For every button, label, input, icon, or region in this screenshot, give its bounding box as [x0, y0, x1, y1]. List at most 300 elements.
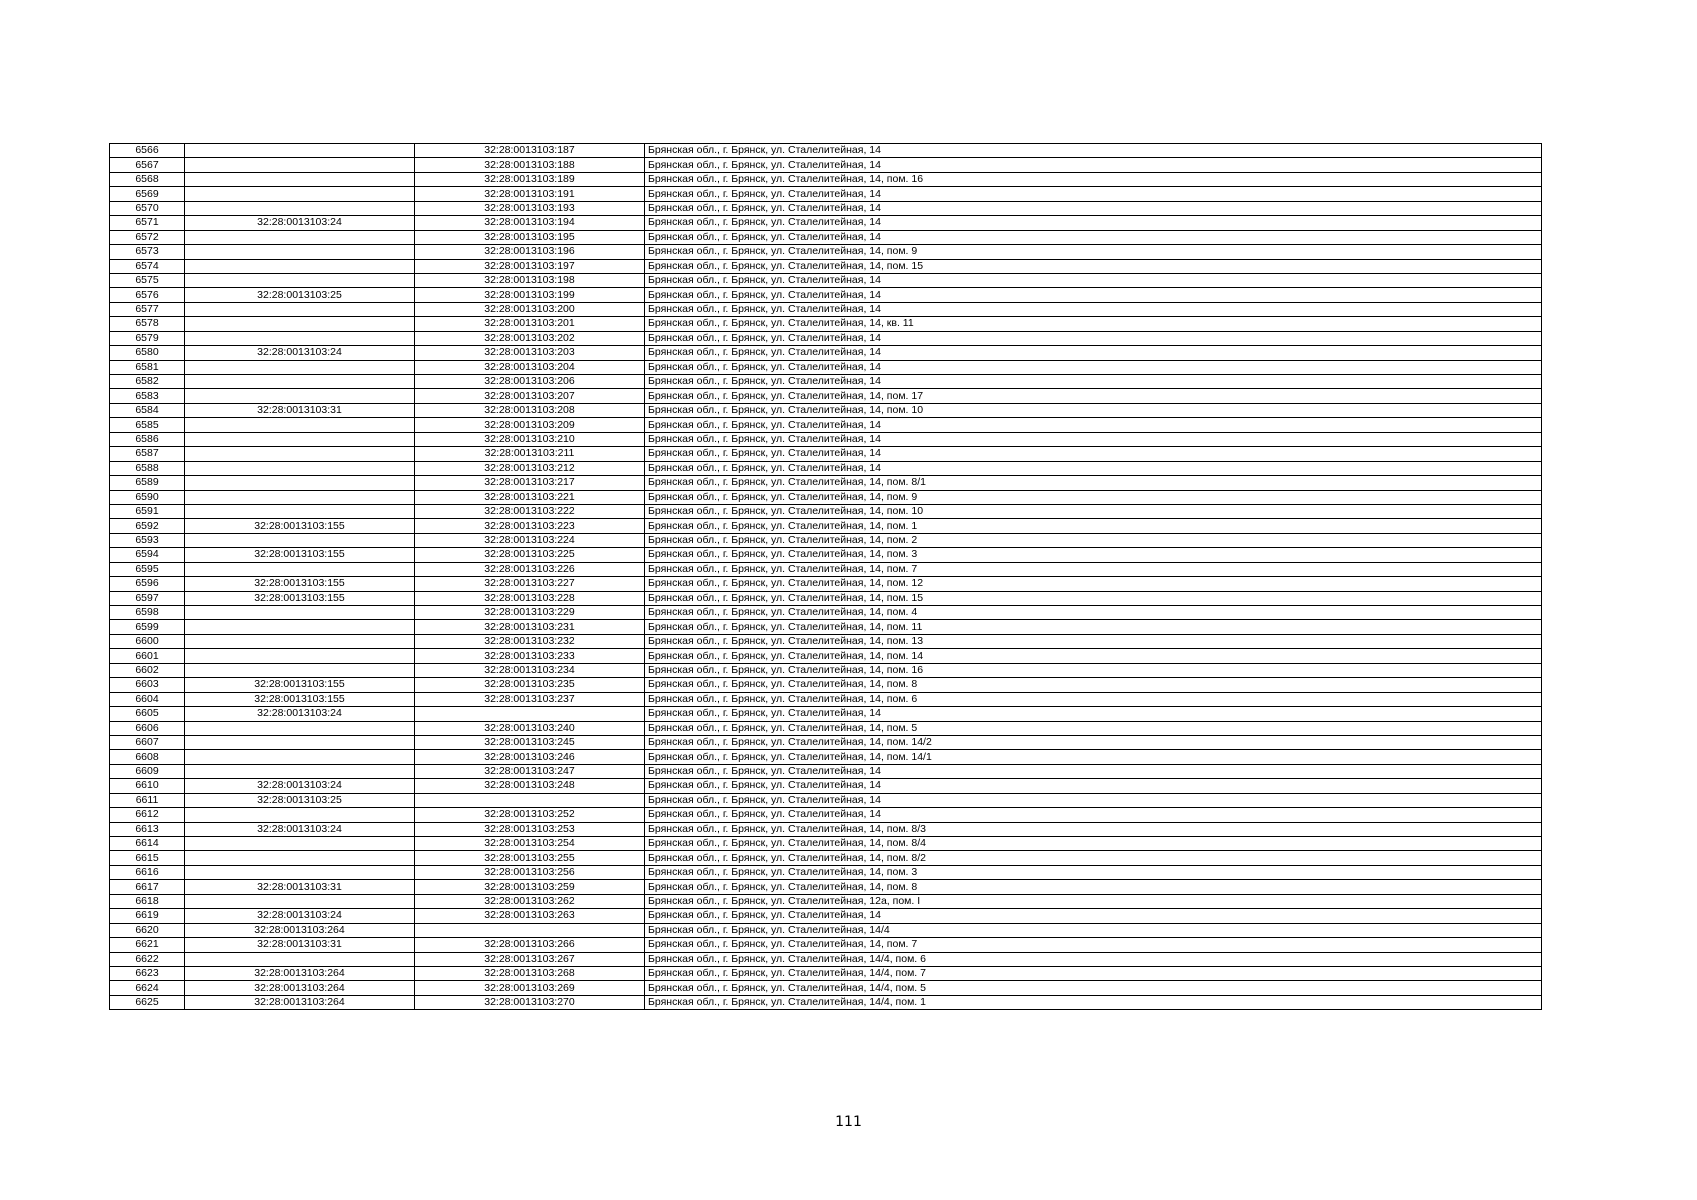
row-number-cell: 6619 [110, 909, 185, 923]
address-cell: Брянская обл., г. Брянск, ул. Сталелитейная, 14/4, пом. 7 [645, 966, 1542, 980]
row-number-cell: 6624 [110, 981, 185, 995]
table-row [110, 375, 1542, 389]
cadastral-number-cell: 32:28:0013103:240 [415, 721, 645, 735]
parent-cadastral-number-cell [185, 331, 415, 345]
table-row [110, 432, 1542, 446]
parent-cadastral-number-cell [185, 649, 415, 663]
row-number-cell: 6596 [110, 577, 185, 591]
address-cell: Брянская обл., г. Брянск, ул. Сталелитейная, 14 [645, 144, 1542, 158]
parent-cadastral-number-cell [185, 476, 415, 490]
row-number-cell: 6582 [110, 375, 185, 389]
table-row [110, 851, 1542, 865]
parent-cadastral-number-cell [185, 562, 415, 576]
row-number-cell: 6615 [110, 851, 185, 865]
parent-cadastral-number-cell [185, 837, 415, 851]
row-number-cell: 6591 [110, 504, 185, 518]
row-number-cell: 6607 [110, 735, 185, 749]
row-number-cell: 6587 [110, 447, 185, 461]
table-row [110, 909, 1542, 923]
cadastral-number-cell: 32:28:0013103:189 [415, 172, 645, 186]
table-row [110, 793, 1542, 807]
address-cell: Брянская обл., г. Брянск, ул. Сталелитейная, 14 [645, 779, 1542, 793]
parent-cadastral-number-cell: 32:28:0013103:24 [185, 216, 415, 230]
table-row [110, 577, 1542, 591]
table-row [110, 418, 1542, 432]
row-number-cell: 6617 [110, 880, 185, 894]
cadastral-number-cell: 32:28:0013103:223 [415, 519, 645, 533]
parent-cadastral-number-cell [185, 418, 415, 432]
table-row [110, 259, 1542, 273]
address-cell: Брянская обл., г. Брянск, ул. Сталелитейная, 14 [645, 707, 1542, 721]
parent-cadastral-number-cell [185, 620, 415, 634]
row-number-cell: 6618 [110, 894, 185, 908]
address-cell: Брянская обл., г. Брянск, ул. Сталелитейная, 14 [645, 447, 1542, 461]
address-cell: Брянская обл., г. Брянск, ул. Сталелитейная, 14, пом. 7 [645, 938, 1542, 952]
address-cell: Брянская обл., г. Брянск, ул. Сталелитейная, 14, пом. 10 [645, 403, 1542, 417]
parent-cadastral-number-cell [185, 432, 415, 446]
cadastral-number-cell: 32:28:0013103:203 [415, 346, 645, 360]
row-number-cell: 6592 [110, 519, 185, 533]
address-cell: Брянская обл., г. Брянск, ул. Сталелитейная, 14, пом. 14 [645, 649, 1542, 663]
parent-cadastral-number-cell: 32:28:0013103:24 [185, 909, 415, 923]
cadastral-number-cell: 32:28:0013103:201 [415, 317, 645, 331]
cadastral-number-cell: 32:28:0013103:234 [415, 663, 645, 677]
cadastral-number-cell: 32:28:0013103:256 [415, 865, 645, 879]
cadastral-number-cell: 32:28:0013103:263 [415, 909, 645, 923]
address-cell: Брянская обл., г. Брянск, ул. Сталелитейная, 14, пом. 8/1 [645, 476, 1542, 490]
row-number-cell: 6593 [110, 533, 185, 547]
cadastral-number-cell: 32:28:0013103:246 [415, 750, 645, 764]
parent-cadastral-number-cell: 32:28:0013103:31 [185, 880, 415, 894]
row-number-cell: 6616 [110, 865, 185, 879]
parent-cadastral-number-cell [185, 764, 415, 778]
row-number-cell: 6621 [110, 938, 185, 952]
address-cell: Брянская обл., г. Брянск, ул. Сталелитейная, 14/4, пом. 5 [645, 981, 1542, 995]
row-number-cell: 6588 [110, 461, 185, 475]
address-cell: Брянская обл., г. Брянск, ул. Сталелитейная, 14/4 [645, 923, 1542, 937]
table-row [110, 562, 1542, 576]
table-row [110, 822, 1542, 836]
address-cell: Брянская обл., г. Брянск, ул. Сталелитейная, 14, пом. 11 [645, 620, 1542, 634]
table-row [110, 317, 1542, 331]
address-cell: Брянская обл., г. Брянск, ул. Сталелитейная, 14 [645, 187, 1542, 201]
row-number-cell: 6614 [110, 837, 185, 851]
table-row [110, 346, 1542, 360]
row-number-cell: 6598 [110, 606, 185, 620]
address-cell: Брянская обл., г. Брянск, ул. Сталелитейная, 14, пом. 9 [645, 490, 1542, 504]
parent-cadastral-number-cell [185, 865, 415, 879]
address-cell: Брянская обл., г. Брянск, ул. Сталелитейная, 14 [645, 375, 1542, 389]
cadastral-number-cell: 32:28:0013103:221 [415, 490, 645, 504]
address-cell: Брянская обл., г. Брянск, ул. Сталелитейная, 14 [645, 418, 1542, 432]
address-cell: Брянская обл., г. Брянск, ул. Сталелитейная, 14/4, пом. 6 [645, 952, 1542, 966]
cadastral-number-cell: 32:28:0013103:217 [415, 476, 645, 490]
row-number-cell: 6603 [110, 678, 185, 692]
table-row [110, 187, 1542, 201]
cadastral-number-cell: 32:28:0013103:227 [415, 577, 645, 591]
cadastral-number-cell: 32:28:0013103:187 [415, 144, 645, 158]
parent-cadastral-number-cell [185, 259, 415, 273]
row-number-cell: 6600 [110, 634, 185, 648]
cadastral-number-cell: 32:28:0013103:237 [415, 692, 645, 706]
address-cell: Брянская обл., г. Брянск, ул. Сталелитейная, 14, пом. 14/2 [645, 735, 1542, 749]
parent-cadastral-number-cell [185, 245, 415, 259]
address-cell: Брянская обл., г. Брянск, ул. Сталелитейная, 14, пом. 16 [645, 663, 1542, 677]
address-cell: Брянская обл., г. Брянск, ул. Сталелитейная, 14 [645, 302, 1542, 316]
table-row [110, 490, 1542, 504]
parent-cadastral-number-cell [185, 144, 415, 158]
row-number-cell: 6580 [110, 346, 185, 360]
cadastral-number-cell: 32:28:0013103:193 [415, 201, 645, 215]
row-number-cell: 6602 [110, 663, 185, 677]
parent-cadastral-number-cell [185, 158, 415, 172]
row-number-cell: 6571 [110, 216, 185, 230]
cadastral-number-cell: 32:28:0013103:245 [415, 735, 645, 749]
parent-cadastral-number-cell [185, 533, 415, 547]
table-row [110, 649, 1542, 663]
cadastral-number-cell [415, 793, 645, 807]
cadastral-number-cell: 32:28:0013103:208 [415, 403, 645, 417]
row-number-cell: 6606 [110, 721, 185, 735]
parent-cadastral-number-cell: 32:28:0013103:155 [185, 692, 415, 706]
row-number-cell: 6612 [110, 808, 185, 822]
row-number-cell: 6579 [110, 331, 185, 345]
parent-cadastral-number-cell [185, 606, 415, 620]
parent-cadastral-number-cell: 32:28:0013103:24 [185, 346, 415, 360]
address-cell: Брянская обл., г. Брянск, ул. Сталелитейная, 14, пом. 8 [645, 678, 1542, 692]
cadastral-number-cell: 32:28:0013103:233 [415, 649, 645, 663]
row-number-cell: 6610 [110, 779, 185, 793]
row-number-cell: 6620 [110, 923, 185, 937]
address-cell: Брянская обл., г. Брянск, ул. Сталелитейная, 14, пом. 4 [645, 606, 1542, 620]
address-cell: Брянская обл., г. Брянск, ул. Сталелитейная, 14 [645, 216, 1542, 230]
address-cell: Брянская обл., г. Брянск, ул. Сталелитейная, 14, пом. 17 [645, 389, 1542, 403]
address-cell: Брянская обл., г. Брянск, ул. Сталелитейная, 14 [645, 909, 1542, 923]
address-cell: Брянская обл., г. Брянск, ул. Сталелитейная, 14, пом. 6 [645, 692, 1542, 706]
cadastral-number-cell: 32:28:0013103:262 [415, 894, 645, 908]
cadastral-number-cell: 32:28:0013103:267 [415, 952, 645, 966]
table-row [110, 302, 1542, 316]
address-cell: Брянская обл., г. Брянск, ул. Сталелитейная, 14 [645, 346, 1542, 360]
parent-cadastral-number-cell: 32:28:0013103:25 [185, 288, 415, 302]
row-number-cell: 6589 [110, 476, 185, 490]
address-cell: Брянская обл., г. Брянск, ул. Сталелитейная, 14 [645, 432, 1542, 446]
address-cell: Брянская обл., г. Брянск, ул. Сталелитейная, 14 [645, 461, 1542, 475]
row-number-cell: 6569 [110, 187, 185, 201]
parent-cadastral-number-cell [185, 663, 415, 677]
address-cell: Брянская обл., г. Брянск, ул. Сталелитейная, 14/4, пом. 1 [645, 995, 1542, 1009]
cadastral-number-cell: 32:28:0013103:209 [415, 418, 645, 432]
row-number-cell: 6566 [110, 144, 185, 158]
table-row [110, 634, 1542, 648]
parent-cadastral-number-cell: 32:28:0013103:264 [185, 923, 415, 937]
address-cell: Брянская обл., г. Брянск, ул. Сталелитейная, 14, пом. 12 [645, 577, 1542, 591]
address-cell: Брянская обл., г. Брянск, ул. Сталелитейная, 14, пом. 5 [645, 721, 1542, 735]
parent-cadastral-number-cell: 32:28:0013103:264 [185, 966, 415, 980]
address-cell: Брянская обл., г. Брянск, ул. Сталелитейная, 14 [645, 360, 1542, 374]
table-row [110, 548, 1542, 562]
row-number-cell: 6613 [110, 822, 185, 836]
cadastral-number-cell: 32:28:0013103:197 [415, 259, 645, 273]
address-cell: Брянская обл., г. Брянск, ул. Сталелитейная, 14, пом. 3 [645, 548, 1542, 562]
parent-cadastral-number-cell [185, 172, 415, 186]
table-row [110, 764, 1542, 778]
cadastral-number-cell: 32:28:0013103:198 [415, 273, 645, 287]
table-row [110, 938, 1542, 952]
table-row [110, 389, 1542, 403]
parent-cadastral-number-cell [185, 317, 415, 331]
cadastral-number-cell: 32:28:0013103:222 [415, 504, 645, 518]
address-cell: Брянская обл., г. Брянск, ул. Сталелитейная, 14, пом. 7 [645, 562, 1542, 576]
table-row [110, 894, 1542, 908]
row-number-cell: 6594 [110, 548, 185, 562]
parent-cadastral-number-cell [185, 201, 415, 215]
cadastral-number-cell [415, 707, 645, 721]
row-number-cell: 6573 [110, 245, 185, 259]
table-row [110, 403, 1542, 417]
row-number-cell: 6574 [110, 259, 185, 273]
address-cell: Брянская обл., г. Брянск, ул. Сталелитейная, 14 [645, 273, 1542, 287]
table-row [110, 721, 1542, 735]
parent-cadastral-number-cell [185, 490, 415, 504]
row-number-cell: 6608 [110, 750, 185, 764]
registry-table [109, 143, 1542, 1010]
row-number-cell: 6575 [110, 273, 185, 287]
parent-cadastral-number-cell: 32:28:0013103:155 [185, 577, 415, 591]
parent-cadastral-number-cell [185, 230, 415, 244]
table-row [110, 158, 1542, 172]
table-row [110, 952, 1542, 966]
parent-cadastral-number-cell: 32:28:0013103:264 [185, 995, 415, 1009]
address-cell: Брянская обл., г. Брянск, ул. Сталелитейная, 14, пом. 13 [645, 634, 1542, 648]
table-row [110, 750, 1542, 764]
row-number-cell: 6590 [110, 490, 185, 504]
parent-cadastral-number-cell: 32:28:0013103:155 [185, 548, 415, 562]
address-cell: Брянская обл., г. Брянск, ул. Сталелитейная, 14, пом. 15 [645, 259, 1542, 273]
cadastral-number-cell: 32:28:0013103:195 [415, 230, 645, 244]
row-number-cell: 6570 [110, 201, 185, 215]
parent-cadastral-number-cell: 32:28:0013103:31 [185, 938, 415, 952]
parent-cadastral-number-cell: 32:28:0013103:24 [185, 822, 415, 836]
cadastral-number-cell: 32:28:0013103:259 [415, 880, 645, 894]
cadastral-number-cell: 32:28:0013103:212 [415, 461, 645, 475]
page-number: 111 [835, 1114, 862, 1130]
row-number-cell: 6599 [110, 620, 185, 634]
parent-cadastral-number-cell [185, 461, 415, 475]
parent-cadastral-number-cell: 32:28:0013103:155 [185, 591, 415, 605]
address-cell: Брянская обл., г. Брянск, ул. Сталелитейная, 14, пом. 8/4 [645, 837, 1542, 851]
table-row [110, 995, 1542, 1009]
table-row [110, 923, 1542, 937]
address-cell: Брянская обл., г. Брянск, ул. Сталелитейная, 14 [645, 158, 1542, 172]
cadastral-number-cell: 32:28:0013103:224 [415, 533, 645, 547]
row-number-cell: 6595 [110, 562, 185, 576]
row-number-cell: 6577 [110, 302, 185, 316]
cadastral-number-cell: 32:28:0013103:188 [415, 158, 645, 172]
table-row [110, 692, 1542, 706]
cadastral-number-cell: 32:28:0013103:206 [415, 375, 645, 389]
address-cell: Брянская обл., г. Брянск, ул. Сталелитейная, 14 [645, 793, 1542, 807]
parent-cadastral-number-cell [185, 504, 415, 518]
cadastral-number-cell: 32:28:0013103:266 [415, 938, 645, 952]
table-row [110, 837, 1542, 851]
parent-cadastral-number-cell: 32:28:0013103:155 [185, 519, 415, 533]
cadastral-number-cell: 32:28:0013103:199 [415, 288, 645, 302]
address-cell: Брянская обл., г. Брянск, ул. Сталелитейная, 14, пом. 9 [645, 245, 1542, 259]
table-row [110, 620, 1542, 634]
cadastral-number-cell: 32:28:0013103:235 [415, 678, 645, 692]
table-row [110, 245, 1542, 259]
cadastral-number-cell: 32:28:0013103:196 [415, 245, 645, 259]
table-row [110, 678, 1542, 692]
address-cell: Брянская обл., г. Брянск, ул. Сталелитейная, 14, пом. 15 [645, 591, 1542, 605]
parent-cadastral-number-cell: 32:28:0013103:24 [185, 779, 415, 793]
table-row [110, 591, 1542, 605]
address-cell: Брянская обл., г. Брянск, ул. Сталелитейная, 14, пом. 8 [645, 880, 1542, 894]
cadastral-number-cell: 32:28:0013103:207 [415, 389, 645, 403]
cadastral-number-cell: 32:28:0013103:229 [415, 606, 645, 620]
table-row [110, 331, 1542, 345]
table-row [110, 273, 1542, 287]
parent-cadastral-number-cell [185, 851, 415, 865]
row-number-cell: 6622 [110, 952, 185, 966]
table-row [110, 476, 1542, 490]
table-row [110, 606, 1542, 620]
table-row [110, 216, 1542, 230]
parent-cadastral-number-cell: 32:28:0013103:155 [185, 678, 415, 692]
parent-cadastral-number-cell [185, 375, 415, 389]
parent-cadastral-number-cell: 32:28:0013103:31 [185, 403, 415, 417]
parent-cadastral-number-cell [185, 273, 415, 287]
table-row [110, 663, 1542, 677]
cadastral-number-cell: 32:28:0013103:204 [415, 360, 645, 374]
row-number-cell: 6568 [110, 172, 185, 186]
parent-cadastral-number-cell [185, 952, 415, 966]
cadastral-number-cell: 32:28:0013103:225 [415, 548, 645, 562]
address-cell: Брянская обл., г. Брянск, ул. Сталелитейная, 14 [645, 230, 1542, 244]
table-row [110, 447, 1542, 461]
parent-cadastral-number-cell [185, 447, 415, 461]
row-number-cell: 6583 [110, 389, 185, 403]
row-number-cell: 6601 [110, 649, 185, 663]
table-row [110, 981, 1542, 995]
cadastral-number-cell: 32:28:0013103:252 [415, 808, 645, 822]
row-number-cell: 6585 [110, 418, 185, 432]
table-row [110, 288, 1542, 302]
address-cell: Брянская обл., г. Брянск, ул. Сталелитейная, 14 [645, 764, 1542, 778]
row-number-cell: 6623 [110, 966, 185, 980]
parent-cadastral-number-cell [185, 389, 415, 403]
parent-cadastral-number-cell [185, 808, 415, 822]
parent-cadastral-number-cell: 32:28:0013103:25 [185, 793, 415, 807]
parent-cadastral-number-cell [185, 187, 415, 201]
row-number-cell: 6581 [110, 360, 185, 374]
table-row [110, 808, 1542, 822]
row-number-cell: 6586 [110, 432, 185, 446]
address-cell: Брянская обл., г. Брянск, ул. Сталелитейная, 14 [645, 808, 1542, 822]
parent-cadastral-number-cell [185, 735, 415, 749]
table-row [110, 504, 1542, 518]
cadastral-number-cell: 32:28:0013103:268 [415, 966, 645, 980]
cadastral-number-cell: 32:28:0013103:226 [415, 562, 645, 576]
table-row [110, 966, 1542, 980]
row-number-cell: 6578 [110, 317, 185, 331]
parent-cadastral-number-cell [185, 360, 415, 374]
address-cell: Брянская обл., г. Брянск, ул. Сталелитейная, 14, пом. 2 [645, 533, 1542, 547]
table-row [110, 144, 1542, 158]
row-number-cell: 6597 [110, 591, 185, 605]
row-number-cell: 6572 [110, 230, 185, 244]
row-number-cell: 6605 [110, 707, 185, 721]
address-cell: Брянская обл., г. Брянск, ул. Сталелитейная, 14, пом. 8/3 [645, 822, 1542, 836]
table-row [110, 461, 1542, 475]
table-row [110, 533, 1542, 547]
address-cell: Брянская обл., г. Брянск, ул. Сталелитейная, 12а, пом. I [645, 894, 1542, 908]
cadastral-number-cell: 32:28:0013103:200 [415, 302, 645, 316]
cadastral-number-cell: 32:28:0013103:191 [415, 187, 645, 201]
address-cell: Брянская обл., г. Брянск, ул. Сталелитейная, 14, пом. 10 [645, 504, 1542, 518]
cadastral-number-cell: 32:28:0013103:210 [415, 432, 645, 446]
address-cell: Брянская обл., г. Брянск, ул. Сталелитейная, 14 [645, 201, 1542, 215]
cadastral-number-cell: 32:28:0013103:255 [415, 851, 645, 865]
row-number-cell: 6625 [110, 995, 185, 1009]
cadastral-number-cell: 32:28:0013103:269 [415, 981, 645, 995]
parent-cadastral-number-cell [185, 721, 415, 735]
table-row [110, 519, 1542, 533]
address-cell: Брянская обл., г. Брянск, ул. Сталелитейная, 14, пом. 14/1 [645, 750, 1542, 764]
parent-cadastral-number-cell [185, 634, 415, 648]
cadastral-number-cell: 32:28:0013103:232 [415, 634, 645, 648]
parent-cadastral-number-cell: 32:28:0013103:264 [185, 981, 415, 995]
cadastral-number-cell: 32:28:0013103:194 [415, 216, 645, 230]
address-cell: Брянская обл., г. Брянск, ул. Сталелитейная, 14, пом. 1 [645, 519, 1542, 533]
cadastral-number-cell: 32:28:0013103:254 [415, 837, 645, 851]
row-number-cell: 6604 [110, 692, 185, 706]
cadastral-number-cell: 32:28:0013103:253 [415, 822, 645, 836]
registry-table-body [110, 144, 1542, 1010]
parent-cadastral-number-cell [185, 750, 415, 764]
table-row [110, 230, 1542, 244]
row-number-cell: 6576 [110, 288, 185, 302]
table-row [110, 735, 1542, 749]
address-cell: Брянская обл., г. Брянск, ул. Сталелитейная, 14, пом. 16 [645, 172, 1542, 186]
parent-cadastral-number-cell [185, 302, 415, 316]
cadastral-number-cell: 32:28:0013103:270 [415, 995, 645, 1009]
cadastral-number-cell: 32:28:0013103:202 [415, 331, 645, 345]
address-cell: Брянская обл., г. Брянск, ул. Сталелитейная, 14 [645, 331, 1542, 345]
address-cell: Брянская обл., г. Брянск, ул. Сталелитейная, 14, пом. 3 [645, 865, 1542, 879]
table-row [110, 201, 1542, 215]
row-number-cell: 6609 [110, 764, 185, 778]
table-row [110, 360, 1542, 374]
table-row [110, 172, 1542, 186]
parent-cadastral-number-cell: 32:28:0013103:24 [185, 707, 415, 721]
address-cell: Брянская обл., г. Брянск, ул. Сталелитейная, 14, пом. 8/2 [645, 851, 1542, 865]
parent-cadastral-number-cell [185, 894, 415, 908]
cadastral-number-cell: 32:28:0013103:247 [415, 764, 645, 778]
table-row [110, 707, 1542, 721]
table-row [110, 865, 1542, 879]
table-row [110, 880, 1542, 894]
cadastral-number-cell [415, 923, 645, 937]
cadastral-number-cell: 32:28:0013103:228 [415, 591, 645, 605]
row-number-cell: 6567 [110, 158, 185, 172]
cadastral-number-cell: 32:28:0013103:211 [415, 447, 645, 461]
table-row [110, 779, 1542, 793]
cadastral-number-cell: 32:28:0013103:231 [415, 620, 645, 634]
row-number-cell: 6611 [110, 793, 185, 807]
cadastral-number-cell: 32:28:0013103:248 [415, 779, 645, 793]
